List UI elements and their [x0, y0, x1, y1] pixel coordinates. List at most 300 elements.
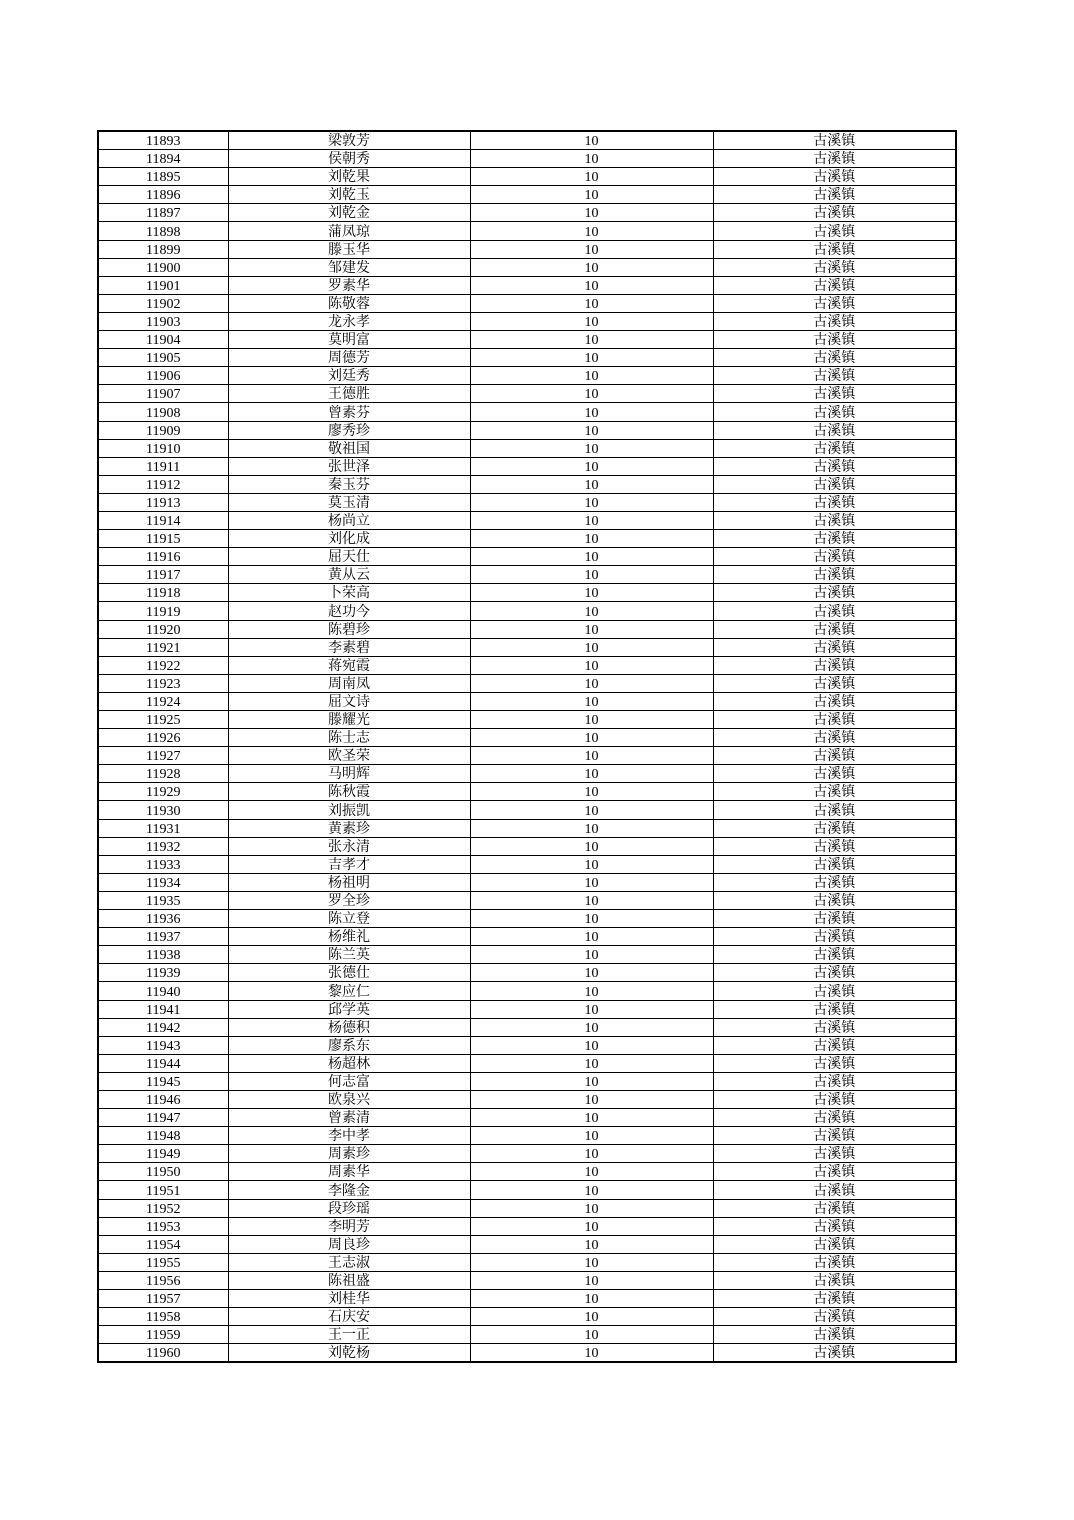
town-cell: 古溪镇	[713, 222, 956, 240]
town-cell: 古溪镇	[713, 747, 956, 765]
town-cell: 古溪镇	[713, 331, 956, 349]
amount-cell: 10	[470, 1181, 713, 1199]
row-number-cell: 11929	[98, 783, 228, 801]
row-number-cell: 11939	[98, 964, 228, 982]
town-cell: 古溪镇	[713, 312, 956, 330]
row-number-cell: 11938	[98, 946, 228, 964]
amount-cell: 10	[470, 566, 713, 584]
town-cell: 古溪镇	[713, 421, 956, 439]
table-row	[98, 1000, 956, 1018]
amount-cell: 10	[470, 1000, 713, 1018]
amount-cell: 10	[470, 385, 713, 403]
amount-cell: 10	[470, 837, 713, 855]
amount-cell: 10	[470, 584, 713, 602]
table-row	[98, 222, 956, 240]
town-cell: 古溪镇	[713, 1253, 956, 1271]
row-number-cell: 11943	[98, 1036, 228, 1054]
town-cell: 古溪镇	[713, 1217, 956, 1235]
amount-cell: 10	[470, 1090, 713, 1108]
amount-cell: 10	[470, 1308, 713, 1326]
town-cell: 古溪镇	[713, 873, 956, 891]
row-number-cell: 11924	[98, 692, 228, 710]
town-cell: 古溪镇	[713, 186, 956, 204]
name-cell: 王德胜	[228, 385, 470, 403]
town-cell: 古溪镇	[713, 1036, 956, 1054]
row-number-cell: 11931	[98, 819, 228, 837]
table-row	[98, 367, 956, 385]
name-cell: 滕耀光	[228, 711, 470, 729]
row-number-cell: 11901	[98, 276, 228, 294]
row-number-cell: 11942	[98, 1018, 228, 1036]
row-number-cell: 11949	[98, 1145, 228, 1163]
amount-cell: 10	[470, 620, 713, 638]
table-row	[98, 150, 956, 168]
town-cell: 古溪镇	[713, 964, 956, 982]
row-number-cell: 11952	[98, 1199, 228, 1217]
town-cell: 古溪镇	[713, 457, 956, 475]
town-cell: 古溪镇	[713, 584, 956, 602]
town-cell: 古溪镇	[713, 910, 956, 928]
table-row	[98, 1018, 956, 1036]
name-cell: 杨维礼	[228, 928, 470, 946]
amount-cell: 10	[470, 150, 713, 168]
name-cell: 陈敬蓉	[228, 294, 470, 312]
table-row	[98, 566, 956, 584]
table-row	[98, 584, 956, 602]
table-row	[98, 620, 956, 638]
town-cell: 古溪镇	[713, 1072, 956, 1090]
table-row	[98, 131, 956, 150]
table-row	[98, 385, 956, 403]
table-row	[98, 475, 956, 493]
name-cell: 蒋宛霞	[228, 656, 470, 674]
amount-cell: 10	[470, 403, 713, 421]
table-row	[98, 928, 956, 946]
amount-cell: 10	[470, 855, 713, 873]
town-cell: 古溪镇	[713, 204, 956, 222]
name-cell: 刘化成	[228, 530, 470, 548]
town-cell: 古溪镇	[713, 620, 956, 638]
table-row	[98, 891, 956, 909]
amount-cell: 10	[470, 367, 713, 385]
name-cell: 卜荣高	[228, 584, 470, 602]
table-row	[98, 692, 956, 710]
town-cell: 古溪镇	[713, 439, 956, 457]
row-number-cell: 11941	[98, 1000, 228, 1018]
amount-cell: 10	[470, 765, 713, 783]
name-cell: 曾素芬	[228, 403, 470, 421]
amount-cell: 10	[470, 982, 713, 1000]
amount-cell: 10	[470, 1290, 713, 1308]
amount-cell: 10	[470, 511, 713, 529]
name-cell: 黎应仁	[228, 982, 470, 1000]
name-cell: 杨超林	[228, 1054, 470, 1072]
name-cell: 李素碧	[228, 638, 470, 656]
table-row	[98, 910, 956, 928]
name-cell: 罗全珍	[228, 891, 470, 909]
row-number-cell: 11933	[98, 855, 228, 873]
name-cell: 廖系东	[228, 1036, 470, 1054]
table-row	[98, 276, 956, 294]
row-number-cell: 11944	[98, 1054, 228, 1072]
town-cell: 古溪镇	[713, 1199, 956, 1217]
name-cell: 杨德积	[228, 1018, 470, 1036]
table-row	[98, 1036, 956, 1054]
amount-cell: 10	[470, 131, 713, 150]
amount-cell: 10	[470, 240, 713, 258]
name-cell: 廖秀珍	[228, 421, 470, 439]
row-number-cell: 11918	[98, 584, 228, 602]
amount-cell: 10	[470, 439, 713, 457]
name-cell: 陈士志	[228, 729, 470, 747]
amount-cell: 10	[470, 711, 713, 729]
town-cell: 古溪镇	[713, 475, 956, 493]
name-cell: 刘乾果	[228, 168, 470, 186]
town-cell: 古溪镇	[713, 1326, 956, 1344]
name-cell: 段珍瑶	[228, 1199, 470, 1217]
name-cell: 周素珍	[228, 1145, 470, 1163]
amount-cell: 10	[470, 1072, 713, 1090]
row-number-cell: 11922	[98, 656, 228, 674]
amount-cell: 10	[470, 548, 713, 566]
town-cell: 古溪镇	[713, 1163, 956, 1181]
table-row	[98, 1290, 956, 1308]
table-row	[98, 946, 956, 964]
row-number-cell: 11895	[98, 168, 228, 186]
town-cell: 古溪镇	[713, 946, 956, 964]
data-table	[97, 130, 957, 1363]
town-cell: 古溪镇	[713, 240, 956, 258]
table-row	[98, 638, 956, 656]
amount-cell: 10	[470, 349, 713, 367]
table-row	[98, 729, 956, 747]
town-cell: 古溪镇	[713, 692, 956, 710]
table-row	[98, 349, 956, 367]
row-number-cell: 11954	[98, 1235, 228, 1253]
amount-cell: 10	[470, 729, 713, 747]
town-cell: 古溪镇	[713, 1271, 956, 1289]
amount-cell: 10	[470, 946, 713, 964]
table-row	[98, 711, 956, 729]
row-number-cell: 11904	[98, 331, 228, 349]
row-number-cell: 11936	[98, 910, 228, 928]
row-number-cell: 11899	[98, 240, 228, 258]
amount-cell: 10	[470, 602, 713, 620]
town-cell: 古溪镇	[713, 150, 956, 168]
name-cell: 刘桂华	[228, 1290, 470, 1308]
row-number-cell: 11919	[98, 602, 228, 620]
town-cell: 古溪镇	[713, 855, 956, 873]
name-cell: 蒲凤琼	[228, 222, 470, 240]
town-cell: 古溪镇	[713, 765, 956, 783]
town-cell: 古溪镇	[713, 783, 956, 801]
row-number-cell: 11937	[98, 928, 228, 946]
town-cell: 古溪镇	[713, 385, 956, 403]
row-number-cell: 11956	[98, 1271, 228, 1289]
town-cell: 古溪镇	[713, 891, 956, 909]
amount-cell: 10	[470, 1235, 713, 1253]
town-cell: 古溪镇	[713, 1290, 956, 1308]
amount-cell: 10	[470, 421, 713, 439]
name-cell: 赵功今	[228, 602, 470, 620]
row-number-cell: 11893	[98, 131, 228, 150]
amount-cell: 10	[470, 1054, 713, 1072]
row-number-cell: 11946	[98, 1090, 228, 1108]
amount-cell: 10	[470, 891, 713, 909]
name-cell: 陈秋霞	[228, 783, 470, 801]
name-cell: 邹建发	[228, 258, 470, 276]
town-cell: 古溪镇	[713, 131, 956, 150]
name-cell: 陈立登	[228, 910, 470, 928]
table-row	[98, 168, 956, 186]
table-row	[98, 1109, 956, 1127]
name-cell: 陈兰英	[228, 946, 470, 964]
town-cell: 古溪镇	[713, 711, 956, 729]
name-cell: 李中孝	[228, 1127, 470, 1145]
amount-cell: 10	[470, 1271, 713, 1289]
town-cell: 古溪镇	[713, 928, 956, 946]
table-row	[98, 1072, 956, 1090]
amount-cell: 10	[470, 530, 713, 548]
amount-cell: 10	[470, 801, 713, 819]
table-row	[98, 312, 956, 330]
name-cell: 王志淑	[228, 1253, 470, 1271]
row-number-cell: 11900	[98, 258, 228, 276]
town-cell: 古溪镇	[713, 837, 956, 855]
town-cell: 古溪镇	[713, 276, 956, 294]
amount-cell: 10	[470, 1344, 713, 1363]
row-number-cell: 11959	[98, 1326, 228, 1344]
name-cell: 陈祖盛	[228, 1271, 470, 1289]
table-row	[98, 1308, 956, 1326]
row-number-cell: 11947	[98, 1109, 228, 1127]
table-row	[98, 801, 956, 819]
row-number-cell: 11926	[98, 729, 228, 747]
row-number-cell: 11911	[98, 457, 228, 475]
row-number-cell: 11935	[98, 891, 228, 909]
table-row	[98, 1145, 956, 1163]
row-number-cell: 11920	[98, 620, 228, 638]
row-number-cell: 11917	[98, 566, 228, 584]
table-row	[98, 1199, 956, 1217]
table-row	[98, 331, 956, 349]
amount-cell: 10	[470, 168, 713, 186]
amount-cell: 10	[470, 1163, 713, 1181]
name-cell: 周素华	[228, 1163, 470, 1181]
table-row	[98, 1271, 956, 1289]
row-number-cell: 11894	[98, 150, 228, 168]
table-row	[98, 964, 956, 982]
table-body	[98, 131, 956, 1362]
amount-cell: 10	[470, 910, 713, 928]
table-row	[98, 1253, 956, 1271]
row-number-cell: 11955	[98, 1253, 228, 1271]
row-number-cell: 11903	[98, 312, 228, 330]
town-cell: 古溪镇	[713, 530, 956, 548]
town-cell: 古溪镇	[713, 1145, 956, 1163]
town-cell: 古溪镇	[713, 819, 956, 837]
amount-cell: 10	[470, 493, 713, 511]
name-cell: 侯朝秀	[228, 150, 470, 168]
table-row	[98, 403, 956, 421]
name-cell: 罗素华	[228, 276, 470, 294]
amount-cell: 10	[470, 1326, 713, 1344]
row-number-cell: 11950	[98, 1163, 228, 1181]
table-row	[98, 982, 956, 1000]
name-cell: 何志富	[228, 1072, 470, 1090]
table-row	[98, 656, 956, 674]
town-cell: 古溪镇	[713, 548, 956, 566]
amount-cell: 10	[470, 783, 713, 801]
amount-cell: 10	[470, 331, 713, 349]
row-number-cell: 11905	[98, 349, 228, 367]
name-cell: 黄素珍	[228, 819, 470, 837]
amount-cell: 10	[470, 819, 713, 837]
row-number-cell: 11897	[98, 204, 228, 222]
town-cell: 古溪镇	[713, 1181, 956, 1199]
amount-cell: 10	[470, 1109, 713, 1127]
amount-cell: 10	[470, 1199, 713, 1217]
row-number-cell: 11957	[98, 1290, 228, 1308]
name-cell: 张世泽	[228, 457, 470, 475]
amount-cell: 10	[470, 674, 713, 692]
table-row	[98, 511, 956, 529]
amount-cell: 10	[470, 873, 713, 891]
table-row	[98, 457, 956, 475]
table-row	[98, 530, 956, 548]
name-cell: 李隆金	[228, 1181, 470, 1199]
name-cell: 马明辉	[228, 765, 470, 783]
name-cell: 王一正	[228, 1326, 470, 1344]
name-cell: 周南凤	[228, 674, 470, 692]
amount-cell: 10	[470, 1018, 713, 1036]
name-cell: 石庆安	[228, 1308, 470, 1326]
row-number-cell: 11898	[98, 222, 228, 240]
town-cell: 古溪镇	[713, 1109, 956, 1127]
town-cell: 古溪镇	[713, 729, 956, 747]
amount-cell: 10	[470, 276, 713, 294]
amount-cell: 10	[470, 312, 713, 330]
amount-cell: 10	[470, 964, 713, 982]
row-number-cell: 11923	[98, 674, 228, 692]
table-row	[98, 240, 956, 258]
row-number-cell: 11945	[98, 1072, 228, 1090]
town-cell: 古溪镇	[713, 493, 956, 511]
town-cell: 古溪镇	[713, 403, 956, 421]
town-cell: 古溪镇	[713, 674, 956, 692]
table-row	[98, 873, 956, 891]
amount-cell: 10	[470, 656, 713, 674]
name-cell: 张永清	[228, 837, 470, 855]
table-row	[98, 258, 956, 276]
town-cell: 古溪镇	[713, 1308, 956, 1326]
amount-cell: 10	[470, 1127, 713, 1145]
name-cell: 刘乾玉	[228, 186, 470, 204]
amount-cell: 10	[470, 186, 713, 204]
table-row	[98, 602, 956, 620]
name-cell: 刘廷秀	[228, 367, 470, 385]
town-cell: 古溪镇	[713, 602, 956, 620]
name-cell: 屈文诗	[228, 692, 470, 710]
table-row	[98, 294, 956, 312]
table-row	[98, 819, 956, 837]
table-row	[98, 493, 956, 511]
row-number-cell: 11948	[98, 1127, 228, 1145]
row-number-cell: 11902	[98, 294, 228, 312]
name-cell: 杨尚立	[228, 511, 470, 529]
table-row	[98, 1344, 956, 1363]
table-row	[98, 421, 956, 439]
name-cell: 陈碧珍	[228, 620, 470, 638]
table-row	[98, 1090, 956, 1108]
amount-cell: 10	[470, 294, 713, 312]
town-cell: 古溪镇	[713, 1000, 956, 1018]
name-cell: 吉孝才	[228, 855, 470, 873]
table-row	[98, 783, 956, 801]
table-row	[98, 674, 956, 692]
name-cell: 莫明富	[228, 331, 470, 349]
town-cell: 古溪镇	[713, 1344, 956, 1363]
amount-cell: 10	[470, 475, 713, 493]
table-row	[98, 765, 956, 783]
row-number-cell: 11912	[98, 475, 228, 493]
amount-cell: 10	[470, 1036, 713, 1054]
row-number-cell: 11909	[98, 421, 228, 439]
town-cell: 古溪镇	[713, 801, 956, 819]
table-row	[98, 1217, 956, 1235]
row-number-cell: 11928	[98, 765, 228, 783]
name-cell: 欧圣荣	[228, 747, 470, 765]
name-cell: 刘乾杨	[228, 1344, 470, 1363]
row-number-cell: 11916	[98, 548, 228, 566]
town-cell: 古溪镇	[713, 1054, 956, 1072]
table-row	[98, 1127, 956, 1145]
town-cell: 古溪镇	[713, 1090, 956, 1108]
name-cell: 刘振凯	[228, 801, 470, 819]
row-number-cell: 11934	[98, 873, 228, 891]
name-cell: 曾素清	[228, 1109, 470, 1127]
table-row	[98, 204, 956, 222]
table-row	[98, 548, 956, 566]
town-cell: 古溪镇	[713, 1018, 956, 1036]
amount-cell: 10	[470, 222, 713, 240]
name-cell: 欧泉兴	[228, 1090, 470, 1108]
name-cell: 张德仕	[228, 964, 470, 982]
row-number-cell: 11907	[98, 385, 228, 403]
row-number-cell: 11910	[98, 439, 228, 457]
row-number-cell: 11930	[98, 801, 228, 819]
town-cell: 古溪镇	[713, 258, 956, 276]
row-number-cell: 11915	[98, 530, 228, 548]
town-cell: 古溪镇	[713, 566, 956, 584]
row-number-cell: 11913	[98, 493, 228, 511]
amount-cell: 10	[470, 457, 713, 475]
amount-cell: 10	[470, 204, 713, 222]
row-number-cell: 11953	[98, 1217, 228, 1235]
name-cell: 秦玉芬	[228, 475, 470, 493]
name-cell: 滕玉华	[228, 240, 470, 258]
table-row	[98, 837, 956, 855]
town-cell: 古溪镇	[713, 1235, 956, 1253]
town-cell: 古溪镇	[713, 511, 956, 529]
amount-cell: 10	[470, 692, 713, 710]
table-row	[98, 439, 956, 457]
name-cell: 李明芳	[228, 1217, 470, 1235]
row-number-cell: 11940	[98, 982, 228, 1000]
name-cell: 杨祖明	[228, 873, 470, 891]
name-cell: 刘乾金	[228, 204, 470, 222]
amount-cell: 10	[470, 747, 713, 765]
